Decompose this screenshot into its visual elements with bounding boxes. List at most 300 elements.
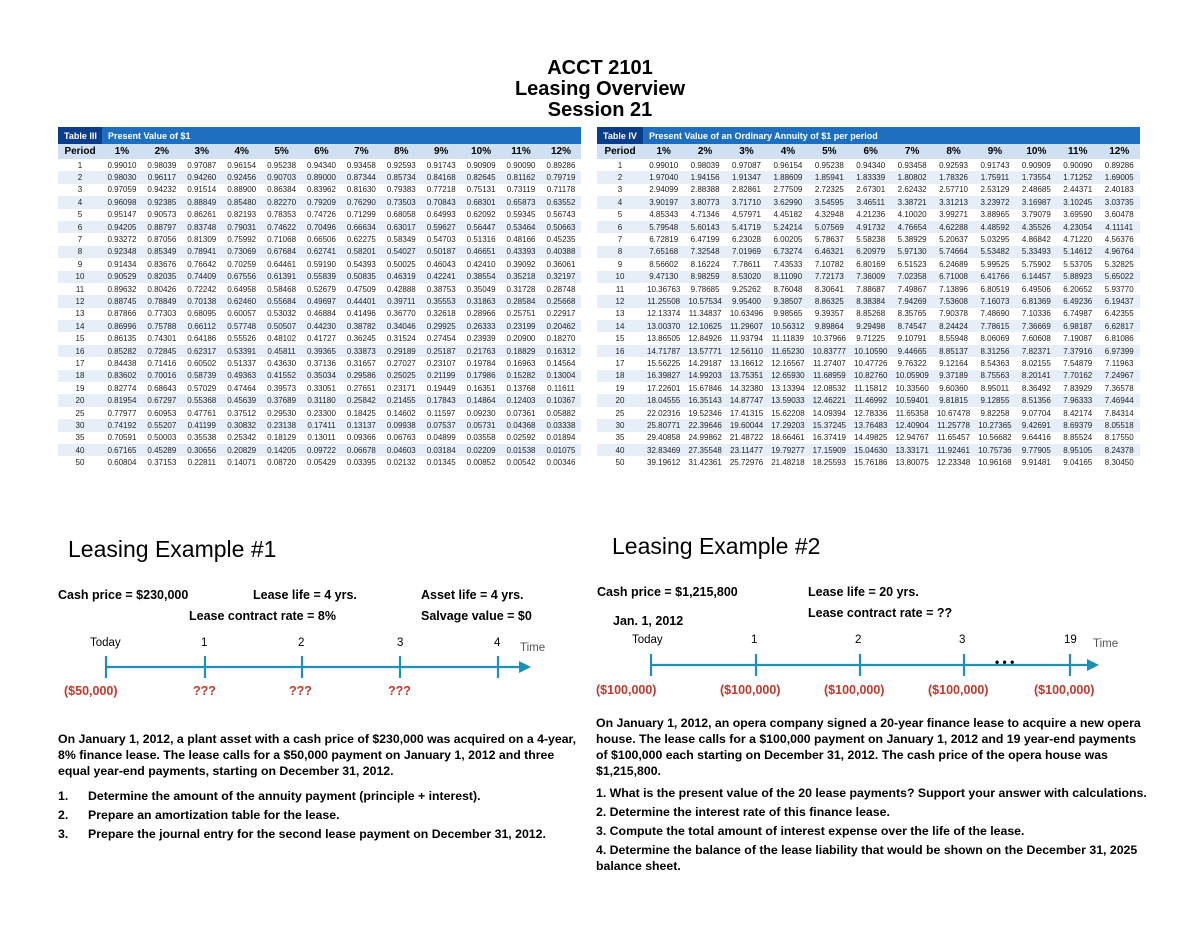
ex2-lease-life: Lease life = 20 yrs. [808, 585, 919, 599]
value-cell: 0.42410 [461, 258, 501, 270]
value-cell: 0.25187 [421, 345, 461, 357]
value-cell: 8.42174 [1057, 407, 1098, 419]
value-cell: 14.99203 [684, 370, 725, 382]
value-cell: 27.35548 [684, 444, 725, 456]
value-cell: 9.42691 [1016, 419, 1057, 431]
value-cell: 0.38782 [341, 320, 381, 332]
period-cell: 1 [58, 159, 102, 171]
value-cell: 3.54595 [809, 196, 850, 208]
value-cell: 0.99010 [102, 159, 142, 171]
value-cell: 0.90090 [501, 159, 541, 171]
ex2-tick-19: 19 [1064, 634, 1077, 646]
value-cell: 0.61391 [262, 271, 302, 283]
rate-header: 7% [891, 144, 932, 159]
value-cell: 0.55839 [302, 271, 342, 283]
value-cell: 0.91743 [974, 159, 1015, 171]
period-cell: 3 [597, 184, 643, 196]
value-cell: 0.17411 [302, 419, 342, 431]
value-cell: 0.66112 [182, 320, 222, 332]
rate-header: 6% [850, 144, 891, 159]
value-cell: 18.25593 [809, 456, 850, 468]
value-cell: 0.68058 [381, 209, 421, 221]
period-cell: 19 [597, 382, 643, 394]
value-cell: 4.48592 [974, 221, 1015, 233]
value-cell: 7.96333 [1057, 394, 1098, 406]
value-cell: 0.03395 [341, 456, 381, 468]
value-cell: 9.95400 [726, 295, 767, 307]
value-cell: 5.99525 [974, 258, 1015, 270]
value-cell: 0.21763 [461, 345, 501, 357]
rate-header: 3% [182, 144, 222, 159]
value-cell: 0.00542 [501, 456, 541, 468]
value-cell: 8.31256 [974, 345, 1015, 357]
value-cell: 0.39573 [262, 382, 302, 394]
period-header: Period [58, 144, 102, 159]
value-cell: 0.77303 [142, 308, 182, 320]
value-cell: 0.79719 [541, 171, 581, 183]
value-cell: 3.38721 [891, 196, 932, 208]
value-cell: 4.76654 [891, 221, 932, 233]
ex1-paragraph-text: On January 1, 2012, a plant asset with a cash price of $230,000 was acquired on a 4-year, 8% finance lease. The lease calls for a $50,000 payment on January 1, 2012 and three equal year-end payments, starting on December 31, 2012. [58, 732, 577, 778]
value-cell: 0.09722 [302, 444, 342, 456]
value-cell: 0.58201 [341, 246, 381, 258]
ex2-paragraph-text: On January 1, 2012, an opera company signed a 20-year finance lease to acquire a new opera house. The lease calls for a $100,000 payment on January 1, 2012 and 19 year-end payments of $100,000 each starting on December 31, 2012. The cash price of the opera house was $1,215,800. [596, 716, 1141, 778]
value-cell: 0.35553 [421, 295, 461, 307]
value-cell: 7.49867 [891, 283, 932, 295]
value-cell: 4.23054 [1057, 221, 1098, 233]
value-cell: 0.44230 [302, 320, 342, 332]
value-cell: 6.20979 [850, 246, 891, 258]
value-cell: 17.15909 [809, 444, 850, 456]
value-cell: 0.25342 [222, 432, 262, 444]
value-cell: 18.04555 [643, 394, 684, 406]
value-cell: 7.65168 [643, 246, 684, 258]
period-cell: 30 [597, 419, 643, 431]
value-cell: 0.89286 [1098, 159, 1140, 171]
value-cell: 0.92456 [222, 171, 262, 183]
period-cell: 35 [597, 432, 643, 444]
value-cell: 0.50187 [421, 246, 461, 258]
item-text: Prepare an amortization table for the lease. [88, 808, 340, 822]
value-cell: 0.85480 [222, 196, 262, 208]
value-cell: 8.54363 [974, 357, 1015, 369]
value-cell: 1.73554 [1016, 171, 1057, 183]
ex2-timeline [651, 654, 1099, 676]
value-cell: 4.71220 [1057, 233, 1098, 245]
value-cell: 0.46319 [381, 271, 421, 283]
value-cell: 0.93458 [891, 159, 932, 171]
value-cell: 10.56682 [974, 432, 1015, 444]
value-cell: 0.96154 [222, 159, 262, 171]
value-cell: 0.88797 [142, 221, 182, 233]
value-cell: 0.29530 [262, 407, 302, 419]
item-text: Determine the amount of the annuity payment (principle + interest). [88, 789, 481, 803]
value-cell: 0.18425 [341, 407, 381, 419]
value-cell: 5.74664 [933, 246, 974, 258]
rate-header: 5% [262, 144, 302, 159]
period-cell: 50 [597, 456, 643, 468]
value-cell: 0.18829 [501, 345, 541, 357]
ex1-tick-1: 1 [201, 637, 208, 649]
value-cell: 0.28584 [501, 295, 541, 307]
value-cell: 0.17843 [421, 394, 461, 406]
value-cell: 9.81815 [933, 394, 974, 406]
value-cell: 8.05518 [1098, 419, 1140, 431]
value-cell: 7.01969 [726, 246, 767, 258]
value-cell: 2.48685 [1016, 184, 1057, 196]
value-cell: 6.81086 [1098, 332, 1140, 344]
value-cell: 3.16987 [1016, 196, 1057, 208]
value-cell: 0.58739 [182, 370, 222, 382]
period-cell: 11 [597, 283, 643, 295]
value-cell: 15.56225 [643, 357, 684, 369]
value-cell: 7.13896 [933, 283, 974, 295]
value-cell: 0.25025 [381, 370, 421, 382]
value-cell: 0.53464 [501, 221, 541, 233]
value-cell: 0.50003 [142, 432, 182, 444]
value-cell: 0.84438 [102, 357, 142, 369]
value-cell: 0.16351 [461, 382, 501, 394]
rate-header: 1% [102, 144, 142, 159]
value-cell: 0.45811 [262, 345, 302, 357]
value-cell: 0.99010 [643, 159, 684, 171]
period-cell: 10 [58, 271, 102, 283]
value-cell: 0.14205 [262, 444, 302, 456]
period-cell: 17 [58, 357, 102, 369]
value-cell: 19.52346 [684, 407, 725, 419]
session-label: Session 21 [547, 99, 653, 121]
value-cell: 1.69005 [1098, 171, 1140, 183]
period-cell: 4 [58, 196, 102, 208]
value-cell: 0.22917 [541, 308, 581, 320]
value-cell: 6.20652 [1057, 283, 1098, 295]
value-cell: 0.35034 [302, 370, 342, 382]
value-cell: 0.45289 [142, 444, 182, 456]
value-cell: 0.23300 [302, 407, 342, 419]
value-cell: 0.83676 [142, 258, 182, 270]
value-cell: 0.70843 [421, 196, 461, 208]
value-cell: 0.71068 [262, 233, 302, 245]
rate-header: 7% [341, 144, 381, 159]
value-cell: 7.83929 [1057, 382, 1098, 394]
value-cell: 11.34837 [684, 308, 725, 320]
value-cell: 0.19449 [421, 382, 461, 394]
value-cell: 6.49236 [1057, 295, 1098, 307]
value-cell: 0.02592 [501, 432, 541, 444]
value-cell: 0.23138 [262, 419, 302, 431]
value-cell: 12.94767 [891, 432, 932, 444]
value-cell: 0.30832 [222, 419, 262, 431]
value-cell: 3.69590 [1057, 209, 1098, 221]
value-cell: 0.03184 [421, 444, 461, 456]
value-cell: 0.84168 [421, 171, 461, 183]
value-cell: 0.98039 [684, 159, 725, 171]
value-cell: 0.92348 [102, 246, 142, 258]
value-cell: 0.67556 [222, 271, 262, 283]
value-cell: 0.40388 [541, 246, 581, 258]
value-cell: 0.64186 [182, 332, 222, 344]
value-cell: 0.62741 [302, 246, 342, 258]
value-cell: 9.25262 [726, 283, 767, 295]
value-cell: 8.11090 [767, 271, 808, 283]
value-cell: 0.96098 [102, 196, 142, 208]
value-cell: 0.19784 [461, 357, 501, 369]
value-cell: 0.09230 [461, 407, 501, 419]
ex1-tick-today: Today [90, 637, 121, 649]
value-cell: 6.24689 [933, 258, 974, 270]
value-cell: 9.77905 [1016, 444, 1057, 456]
value-cell: 4.35526 [1016, 221, 1057, 233]
value-cell: 14.32380 [726, 382, 767, 394]
value-cell: 8.86325 [809, 295, 850, 307]
value-cell: 4.85343 [643, 209, 684, 221]
value-cell: 9.12855 [974, 394, 1015, 406]
item-number: 3. [58, 827, 69, 841]
rate-header: 10% [461, 144, 501, 159]
value-cell: 0.62092 [461, 209, 501, 221]
value-cell: 0.23107 [421, 357, 461, 369]
value-cell: 10.63496 [726, 308, 767, 320]
period-cell: 8 [58, 246, 102, 258]
value-cell: 9.89864 [809, 320, 850, 332]
value-cell: 18.66461 [767, 432, 808, 444]
value-cell: 0.07537 [421, 419, 461, 431]
value-cell: 0.85349 [142, 246, 182, 258]
value-cell: 0.80426 [142, 283, 182, 295]
value-cell: 2.67301 [850, 184, 891, 196]
value-cell: 8.20141 [1016, 370, 1057, 382]
ex1-tick-2: 2 [298, 637, 305, 649]
value-cell: 4.21236 [850, 209, 891, 221]
value-cell: 0.37689 [262, 394, 302, 406]
value-cell: 0.54027 [381, 246, 421, 258]
value-cell: 4.96764 [1098, 246, 1140, 258]
value-cell: 5.20637 [933, 233, 974, 245]
value-cell: 0.59627 [421, 221, 461, 233]
value-cell: 3.79079 [1016, 209, 1057, 221]
value-cell: 6.80519 [974, 283, 1015, 295]
value-cell: 0.42888 [381, 283, 421, 295]
value-cell: 0.36061 [541, 258, 581, 270]
value-cell: 8.38384 [850, 295, 891, 307]
item-text: 3. Compute the total amount of interest expense over the life of the lease. [596, 824, 1025, 838]
value-cell: 0.41727 [302, 332, 342, 344]
value-cell: 8.17550 [1098, 432, 1140, 444]
value-cell: 0.87056 [142, 233, 182, 245]
period-header: Period [597, 144, 643, 159]
value-cell: 7.10336 [1016, 308, 1057, 320]
value-cell: 0.82270 [262, 196, 302, 208]
value-cell: 0.74409 [182, 271, 222, 283]
ex2-ellipsis: • • • [995, 655, 1015, 669]
example-2-title: Leasing Example #2 [612, 533, 821, 559]
value-cell: 0.14864 [461, 394, 501, 406]
value-cell: 0.37512 [222, 407, 262, 419]
value-cell: 0.27027 [381, 357, 421, 369]
value-cell: 0.86996 [102, 320, 142, 332]
value-cell: 0.50507 [262, 320, 302, 332]
value-cell: 0.01538 [501, 444, 541, 456]
value-cell: 0.18129 [262, 432, 302, 444]
table-heading: Present Value of an Ordinary Annuity of $1 per period [643, 127, 1140, 144]
value-cell: 0.03558 [461, 432, 501, 444]
value-cell: 7.53608 [933, 295, 974, 307]
value-cell: 8.24424 [933, 320, 974, 332]
value-cell: 0.42241 [421, 271, 461, 283]
value-cell: 0.49363 [222, 370, 262, 382]
value-cell: 0.01075 [541, 444, 581, 456]
value-cell: 0.20462 [541, 320, 581, 332]
value-cell: 0.56743 [541, 209, 581, 221]
value-cell: 7.02358 [891, 271, 932, 283]
value-cell: 1.94156 [684, 171, 725, 183]
value-cell: 5.75902 [1016, 258, 1057, 270]
period-cell: 3 [58, 184, 102, 196]
ex2-tick-1: 1 [751, 634, 758, 646]
example-1-title: Leasing Example #1 [68, 536, 277, 562]
ex1-cash-price: Cash price = $230,000 [58, 588, 189, 602]
value-cell: 0.77218 [421, 184, 461, 196]
value-cell: 14.09394 [809, 407, 850, 419]
value-cell: 14.49825 [850, 432, 891, 444]
value-cell: 0.21199 [421, 370, 461, 382]
value-cell: 7.82371 [1016, 345, 1057, 357]
value-cell: 0.06763 [381, 432, 421, 444]
value-cell: 0.74301 [142, 332, 182, 344]
value-cell: 13.33171 [891, 444, 932, 456]
value-cell: 0.55368 [182, 394, 222, 406]
value-cell: 0.14564 [541, 357, 581, 369]
value-cell: 5.58238 [850, 233, 891, 245]
rate-header: 2% [684, 144, 725, 159]
value-cell: 0.08720 [262, 456, 302, 468]
value-cell: 5.79548 [643, 221, 684, 233]
value-cell: 0.73503 [381, 196, 421, 208]
value-cell: 0.64958 [222, 283, 262, 295]
value-cell: 6.73274 [767, 246, 808, 258]
value-cell: 0.86261 [182, 209, 222, 221]
value-cell: 2.44371 [1057, 184, 1098, 196]
value-cell: 0.13004 [541, 370, 581, 382]
value-cell: 0.90090 [1057, 159, 1098, 171]
value-cell: 0.35218 [501, 271, 541, 283]
value-cell: 7.78611 [726, 258, 767, 270]
value-cell: 0.93458 [341, 159, 381, 171]
value-cell: 0.68301 [461, 196, 501, 208]
value-cell: 12.56110 [726, 345, 767, 357]
value-cell: 0.97087 [182, 159, 222, 171]
value-cell: 0.28966 [461, 308, 501, 320]
value-cell: 0.47761 [182, 407, 222, 419]
value-cell: 0.07361 [501, 407, 541, 419]
value-cell: 1.85941 [809, 171, 850, 183]
value-cell: 8.30450 [1098, 456, 1140, 468]
value-cell: 0.72845 [142, 345, 182, 357]
value-cell: 32.83469 [643, 444, 684, 456]
table-label: Table IV [597, 127, 643, 144]
value-cell: 0.09938 [381, 419, 421, 431]
value-cell: 0.95238 [809, 159, 850, 171]
arrow-icon [519, 661, 531, 673]
value-cell: 0.85734 [381, 171, 421, 183]
value-cell: 12.40904 [891, 419, 932, 431]
value-cell: 7.36669 [1016, 320, 1057, 332]
value-cell: 0.32197 [541, 271, 581, 283]
value-cell: 0.89286 [541, 159, 581, 171]
value-cell: 2.62432 [891, 184, 932, 196]
value-cell: 8.51356 [1016, 394, 1057, 406]
value-cell: 0.78353 [262, 209, 302, 221]
value-cell: 0.47509 [341, 283, 381, 295]
value-cell: 7.78615 [974, 320, 1015, 332]
value-cell: 13.00370 [643, 320, 684, 332]
value-cell: 6.14457 [1016, 271, 1057, 283]
ex1-time-label: Time [520, 642, 546, 654]
value-cell: 17.29203 [767, 419, 808, 431]
value-cell: 0.41199 [182, 419, 222, 431]
value-cell: 0.83962 [302, 184, 342, 196]
rate-header: 12% [541, 144, 581, 159]
value-cell: 0.44401 [341, 295, 381, 307]
value-cell: 0.88900 [222, 184, 262, 196]
value-cell: 9.39357 [809, 308, 850, 320]
value-cell: 4.71346 [684, 209, 725, 221]
value-cell: 0.23171 [381, 382, 421, 394]
value-cell: 15.67846 [684, 382, 725, 394]
value-cell: 0.10367 [541, 394, 581, 406]
value-cell: 0.32618 [421, 308, 461, 320]
value-cell: 0.74622 [262, 221, 302, 233]
value-cell: 0.05731 [461, 419, 501, 431]
value-cell: 8.56602 [643, 258, 684, 270]
value-cell: 0.76290 [341, 196, 381, 208]
value-cell: 0.09366 [341, 432, 381, 444]
value-cell: 0.47464 [222, 382, 262, 394]
value-cell: 0.81954 [102, 394, 142, 406]
value-cell: 6.98187 [1057, 320, 1098, 332]
value-cell: 0.52679 [302, 283, 342, 295]
ex2-lease-rate: Lease contract rate = ?? [808, 606, 953, 620]
value-cell: 9.37189 [933, 370, 974, 382]
value-cell: 8.75563 [974, 370, 1015, 382]
value-cell: 29.40858 [643, 432, 684, 444]
item-text: 4. Determine the balance of the lease liability that would be shown on the December 31, 2025 balance sheet. [596, 843, 1138, 873]
value-cell: 1.71252 [1057, 171, 1098, 183]
value-cell: 0.39365 [302, 345, 342, 357]
value-cell: 0.82035 [142, 271, 182, 283]
value-cell: 0.45235 [541, 233, 581, 245]
item-number: 1. [58, 789, 69, 803]
value-cell: 8.95105 [1057, 444, 1098, 456]
value-cell: 0.53391 [222, 345, 262, 357]
value-cell: 5.32825 [1098, 258, 1140, 270]
value-cell: 0.02209 [461, 444, 501, 456]
value-cell: 3.88965 [974, 209, 1015, 221]
value-cell: 7.32548 [684, 246, 725, 258]
value-cell: 3.62990 [767, 196, 808, 208]
value-cell: 15.62208 [767, 407, 808, 419]
value-cell: 0.21455 [381, 394, 421, 406]
value-cell: 0.29189 [381, 345, 421, 357]
period-cell: 6 [58, 221, 102, 233]
value-cell: 0.79209 [302, 196, 342, 208]
value-cell: 7.24967 [1098, 370, 1140, 382]
period-cell: 25 [58, 407, 102, 419]
period-cell: 19 [58, 382, 102, 394]
period-cell: 30 [58, 419, 102, 431]
value-cell: 16.35143 [684, 394, 725, 406]
table-label: Table III [58, 127, 102, 144]
